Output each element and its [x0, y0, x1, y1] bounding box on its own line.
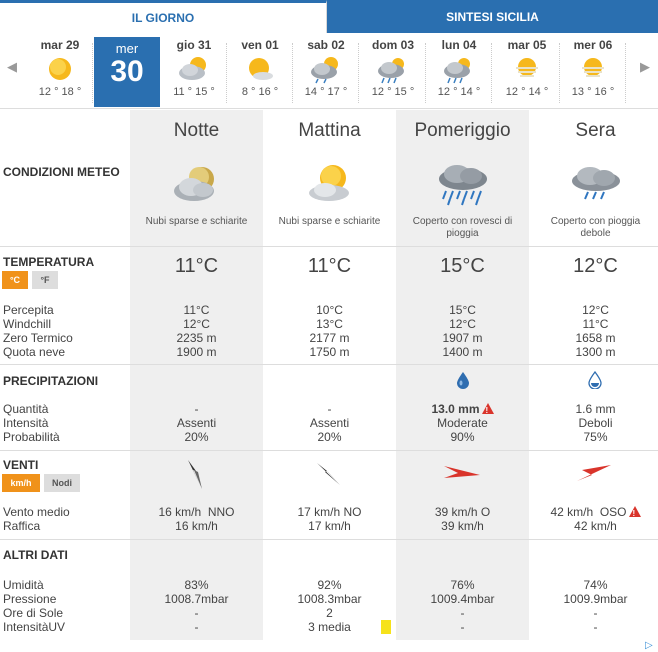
ore-di-sole-value: 2	[326, 606, 333, 620]
ore-di-sole-value: -	[593, 606, 598, 620]
zero-termico-value: 2235 m	[176, 331, 217, 345]
day-item[interactable]	[293, 37, 359, 105]
cloud-light-rain-icon	[529, 158, 658, 210]
day-temp: 14 ° 17 °	[304, 86, 348, 98]
windchill-value: 13°C	[316, 317, 343, 331]
celsius-toggle-button[interactable]: °C	[2, 271, 28, 289]
day-name: lun 04	[441, 38, 477, 52]
cloud-rain-icon	[426, 52, 492, 86]
windchill-value: 11°C	[582, 317, 609, 331]
raffica-value: 16 km/h	[175, 519, 218, 533]
ad-choices-icon[interactable]: ▷	[645, 640, 653, 651]
day-item-active[interactable]	[94, 37, 160, 107]
day-item[interactable]	[161, 37, 227, 105]
day-item[interactable]	[494, 37, 560, 105]
day-temp: 12 ° 15 °	[371, 86, 415, 98]
tab-bar	[0, 0, 658, 33]
temperature-value: 11°C	[307, 255, 352, 277]
raffica-value: 42 km/h	[574, 519, 617, 533]
sun-haze-icon	[494, 52, 560, 86]
nodi-toggle-button[interactable]: Nodi	[44, 474, 80, 492]
probabilita-value: 20%	[184, 430, 209, 444]
sun-icon	[27, 52, 93, 86]
day-name: dom 03	[371, 38, 414, 52]
percepita-value: 12°C	[582, 303, 609, 317]
intensita-value: Assenti	[176, 416, 217, 430]
section-altri-dati: ALTRI DATI	[3, 548, 68, 562]
ore-di-sole-value: -	[194, 606, 199, 620]
period-notte: Notte	[173, 120, 220, 141]
label-intensita: Intensità	[3, 416, 49, 430]
ore-di-sole-value: -	[460, 606, 465, 620]
wind-direction-arrow-icon	[314, 460, 344, 493]
condition-text: Coperto con rovesci di pioggia	[412, 216, 513, 239]
condition-text: Nubi sparse e schiarite	[278, 216, 381, 227]
probabilita-value: 75%	[583, 430, 608, 444]
day-temp: 11 ° 15 °	[173, 86, 215, 98]
day-name: ven 01	[241, 38, 279, 52]
day-name: sab 02	[307, 38, 345, 52]
zero-termico-value: 1907 m	[442, 331, 483, 345]
probabilita-value: 90%	[450, 430, 475, 444]
umidita-value: 74%	[583, 578, 608, 592]
section-precipitazioni: PRECIPITAZIONI	[3, 374, 99, 388]
sun-haze-icon	[560, 52, 626, 86]
percepita-value: 10°C	[316, 303, 343, 317]
intensita-uv-value: -	[593, 620, 598, 634]
day-item[interactable]	[426, 37, 492, 105]
label-pressione: Pressione	[3, 592, 57, 606]
period-sera: Sera	[575, 120, 616, 141]
windchill-value: 12°C	[183, 317, 210, 331]
intensita-uv-value: -	[460, 620, 465, 634]
raindrop-icon	[456, 371, 470, 394]
quantita-value: -	[194, 402, 199, 416]
zero-termico-value: 1658 m	[575, 331, 616, 345]
day-name: mar 05	[507, 38, 547, 52]
quantita-value	[396, 402, 529, 416]
cloud-heavy-rain-icon	[396, 158, 529, 210]
label-quantita: Quantità	[3, 402, 49, 416]
period-pomeriggio: Pomeriggio	[414, 120, 511, 141]
day-name: mer 06	[573, 38, 613, 52]
prev-day-arrow-icon[interactable]: ◀	[7, 59, 17, 74]
quota-neve-value: 1900 m	[176, 345, 217, 359]
label-vento-medio: Vento medio	[3, 505, 70, 519]
zero-termico-value: 2177 m	[309, 331, 350, 345]
label-probabilita: Probabilità	[3, 430, 60, 444]
umidita-value: 83%	[184, 578, 209, 592]
pressione-value: 1008.3mbar	[297, 592, 362, 606]
warning-icon	[629, 506, 641, 517]
cloud-sun-icon	[293, 52, 359, 86]
day-temp: 12 ° 14 °	[437, 86, 481, 98]
intensita-value: Assenti	[309, 416, 350, 430]
temperature-value: 15°C	[440, 255, 485, 277]
warning-icon	[482, 403, 494, 414]
day-strip	[0, 33, 658, 109]
row-divider	[0, 246, 658, 247]
section-temperatura: TEMPERATURA	[3, 255, 95, 269]
percepita-value: 11°C	[183, 303, 210, 317]
row-divider	[0, 364, 658, 365]
day-name: mar 29	[40, 38, 80, 52]
pressione-value: 1009.4mbar	[430, 592, 495, 606]
next-day-arrow-icon[interactable]: ▶	[640, 59, 650, 74]
day-temp: 12 ° 18 °	[38, 86, 82, 98]
umidita-value: 76%	[450, 578, 475, 592]
sun-cloud-icon	[227, 52, 293, 86]
label-percepita: Percepita	[3, 303, 54, 317]
day-name: gio 31	[176, 38, 212, 52]
label-umidita: Umidità	[3, 578, 44, 592]
day-item[interactable]	[360, 37, 426, 105]
cloud-sun-icon	[161, 52, 227, 86]
day-item[interactable]	[227, 37, 293, 105]
vento-medio-value	[529, 505, 658, 519]
day-number: 30	[110, 55, 144, 88]
kmh-toggle-button[interactable]: km/h	[2, 474, 40, 492]
wind-direction-arrow-icon	[442, 462, 482, 489]
raffica-value: 39 km/h	[441, 519, 484, 533]
day-temp: 12 ° 14 °	[505, 86, 549, 98]
day-temp: 13 ° 16 °	[571, 86, 615, 98]
day-temp: 8 ° 16 °	[241, 86, 279, 98]
quota-neve-value: 1750 m	[309, 345, 350, 359]
day-item[interactable]	[27, 37, 93, 105]
fahrenheit-toggle-button[interactable]: °F	[32, 271, 58, 289]
label-ore-di-sole: Ore di Sole	[3, 606, 64, 620]
percepita-value: 15°C	[449, 303, 476, 317]
quota-neve-value: 1400 m	[442, 345, 483, 359]
tab-sintesi-sicilia[interactable]: SINTESI SICILIA	[327, 0, 658, 33]
intensita-uv-value: 3 media	[308, 620, 351, 634]
vento-medio-text: 42 km/h OSO	[550, 505, 627, 519]
label-intensita-uv: IntensitàUV	[3, 620, 66, 634]
intensita-value: Deboli	[578, 416, 613, 430]
vento-medio-value: 16 km/h NNO	[158, 505, 235, 519]
raffica-value: 17 km/h	[308, 519, 351, 533]
section-condizioni-meteo: CONDIZIONI METEO	[3, 165, 120, 179]
raindrop-icon	[588, 371, 602, 394]
section-venti: VENTI	[3, 458, 39, 472]
umidita-value: 92%	[317, 578, 342, 592]
cloud-rain-icon	[360, 52, 426, 86]
uv-level-indicator	[381, 620, 391, 634]
quantita-value: 1.6 mm	[575, 402, 616, 416]
moon-cloud-icon	[130, 158, 263, 210]
intensita-uv-value: -	[194, 620, 199, 634]
quota-neve-value: 1300 m	[575, 345, 616, 359]
day-item[interactable]	[560, 37, 626, 105]
probabilita-value: 20%	[317, 430, 342, 444]
label-windchill: Windchill	[3, 317, 52, 331]
label-raffica: Raffica	[3, 519, 41, 533]
label-zero-termico: Zero Termico	[3, 331, 73, 345]
windchill-value: 12°C	[449, 317, 476, 331]
temperature-value: 12°C	[573, 255, 618, 277]
row-divider	[0, 450, 658, 451]
quantita-value: -	[327, 402, 332, 416]
day-name: mer	[115, 41, 139, 56]
pressione-value: 1008.7mbar	[164, 592, 229, 606]
label-quota-neve: Quota neve	[3, 345, 66, 359]
sun-cloud-icon	[263, 158, 396, 210]
vento-medio-value: 39 km/h O	[434, 505, 491, 519]
temperature-value: 11°C	[174, 255, 219, 277]
vento-medio-value: 17 km/h NO	[297, 505, 362, 519]
wind-direction-arrow-icon	[182, 458, 212, 495]
intensita-value: Moderate	[437, 416, 488, 430]
condition-text: Nubi sparse e schiarite	[145, 216, 248, 227]
period-mattina: Mattina	[298, 120, 361, 141]
condition-text: Coperto con pioggia debole	[550, 216, 641, 239]
tab-il-giorno[interactable]: IL GIORNO	[0, 0, 327, 33]
quantita-text: 13.0 mm	[431, 402, 480, 416]
wind-direction-arrow-icon	[574, 462, 614, 491]
row-divider	[0, 539, 658, 540]
pressione-value: 1009.9mbar	[563, 592, 628, 606]
